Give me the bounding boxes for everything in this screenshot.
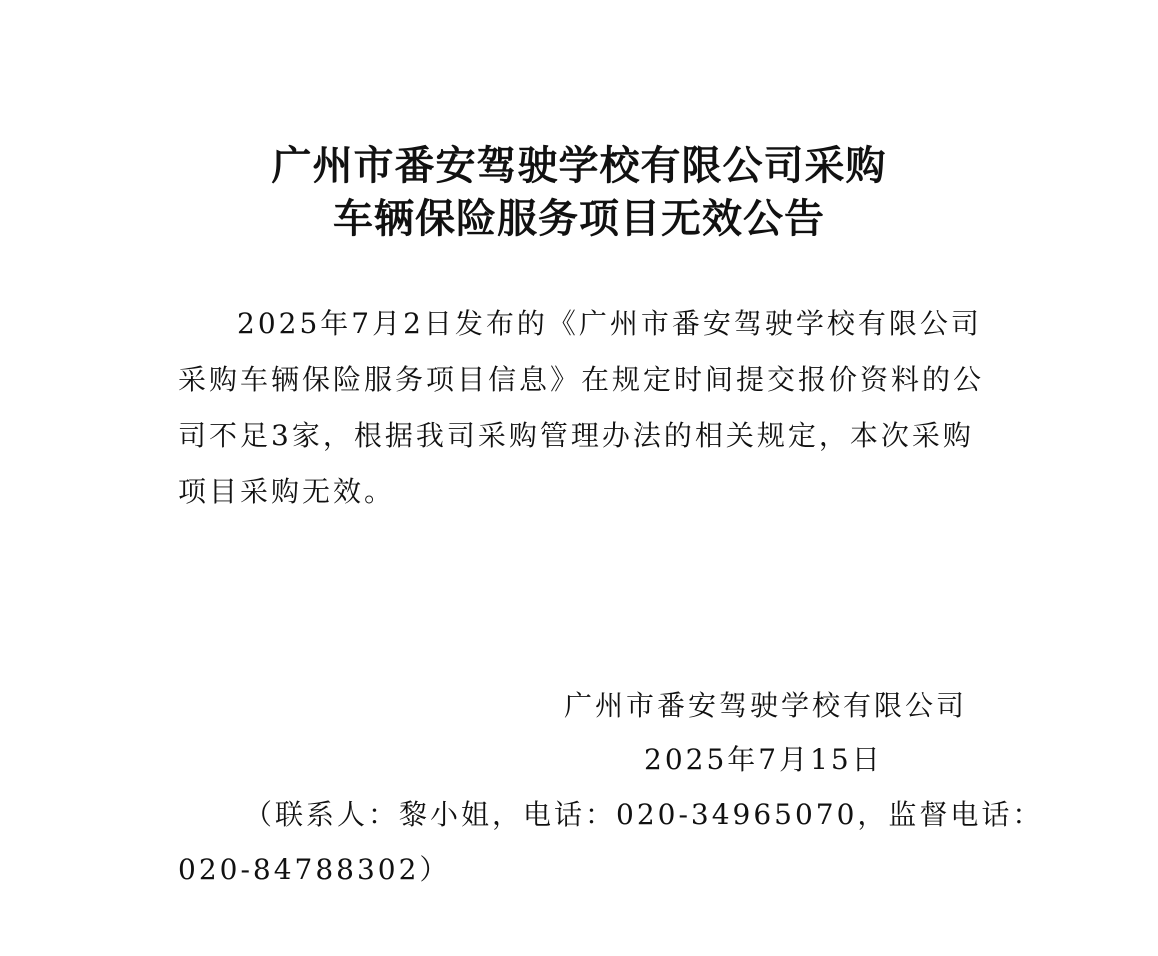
notice-title-line-2: 车辆保险服务项目无效公告 <box>333 195 825 242</box>
body-paragraph-line-1: 2025年7月2日发布的《广州市番安驾驶学校有限公司 <box>237 307 982 340</box>
contact-info-line-2: 020-84788302） <box>178 853 451 886</box>
signature-organization: 广州市番安驾驶学校有限公司 <box>564 689 968 722</box>
body-paragraph-line-2: 采购车辆保险服务项目信息》在规定时间提交报价资料的公 <box>178 363 985 396</box>
notice-title-line-1: 广州市番安驾驶学校有限公司采购 <box>271 142 887 189</box>
body-paragraph-line-3: 司不足3家，根据我司采购管理办法的相关规定，本次采购 <box>178 419 974 452</box>
body-paragraph-line-4: 项目采购无效。 <box>178 475 396 508</box>
signature-date: 2025年7月15日 <box>644 743 883 776</box>
contact-info-line-1: （联系人：黎小姐，电话：020-34965070，监督电话： <box>244 798 1044 831</box>
